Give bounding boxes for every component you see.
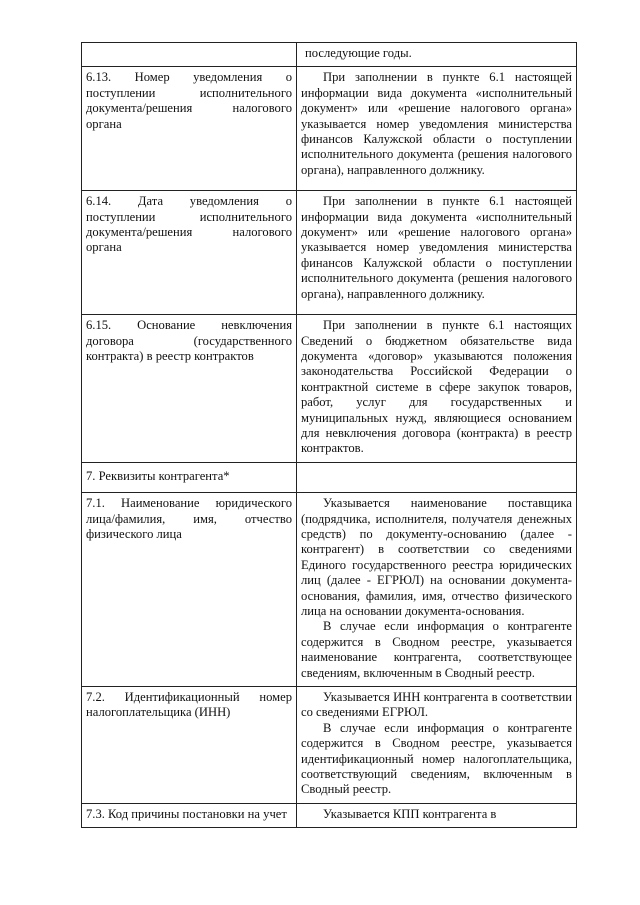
row-text-cell — [297, 191, 577, 315]
row-label-cell: 7.1. Наименование юридического лица/фамилия, имя, отчество физического лица — [82, 493, 297, 687]
row-text-cell — [297, 493, 577, 687]
row-label-cell: 6.13. Номер уведомления о поступлении исполнительного документа/решения налогового органа — [82, 67, 297, 191]
table-row — [82, 43, 577, 67]
paragraph: При заполнении в пункте 6.1 настоящей информации вида документа «исполнительный документ» или «решение налогового органа» указывается номер уведомления министерства финансов Калужской области о поступлении исполнительного документа (решения налогового органа), направленного должнику. — [301, 194, 572, 301]
row-label-cell: 7.2. Идентификационный номер налогоплательщика (ИНН) — [82, 687, 297, 804]
table-row — [82, 191, 577, 315]
table-row — [82, 67, 577, 191]
paragraph: При заполнении в пункте 6.1 настоящей информации вида документа «исполнительный документ» или «решение налогового органа» указывается номер уведомления министерства финансов Калужской области о поступлении исполнительного документа (решения налогового органа), направленного должнику. — [301, 70, 572, 177]
section-row — [82, 462, 577, 492]
table-row — [82, 493, 577, 687]
paragraph: В случае если информация о контрагенте содержится в Сводном реестре, указывается идентификационный номер налогоплательщика, соответствующий сведениям, включенным в Сводный реестр. — [301, 720, 572, 797]
paragraph: последующие годы. — [305, 46, 412, 60]
row-label-cell: 6.14. Дата уведомления о поступлении исполнительного документа/решения налогового органа — [82, 191, 297, 315]
section-empty-cell — [297, 462, 577, 492]
paragraph: Указывается КПП контрагента в — [323, 806, 497, 821]
row-label-cell: 7.3. Код причины постановки на учет — [82, 803, 297, 827]
row-text-cell — [297, 67, 577, 191]
row-text-cell — [297, 315, 577, 463]
paragraph: Указывается ИНН контрагента в соответствии со сведениями ЕГРЮЛ. — [301, 690, 572, 720]
table-row — [82, 803, 577, 827]
paragraph: При заполнении в пункте 6.1 настоящих Сведений о бюджетном обязательстве вида документа «договор» указываются положения законодательства Российской Федерации о контрактной системе в сфере закупок товаров, работ, услуг для государственных и муниципальных нужд, являющиеся основанием для невключения договора (контракта) в реестр контрактов. — [301, 318, 572, 456]
paragraph: Указывается наименование поставщика (подрядчика, исполнителя, получателя денежных средств) по документу-основанию (далее - контрагент) в соответствии со сведениями Единого государственного реестра юридических лиц (далее - ЕГРЮЛ) на основании документа-основания, фамилия, имя, отчество физического лица на основании документа-основания. — [301, 496, 572, 618]
table-row — [82, 687, 577, 804]
row-label-cell: 6.15. Основание невключения договора (государственного контракта) в реестр контрактов — [82, 315, 297, 463]
document-table — [81, 42, 577, 828]
table-row — [82, 315, 577, 463]
row-text-cell — [297, 687, 577, 804]
row-text-cell — [297, 803, 577, 827]
section-heading: 7. Реквизиты контрагента* — [82, 462, 297, 492]
row-text-cell — [297, 43, 577, 67]
row-label-cell — [82, 43, 297, 67]
paragraph: В случае если информация о контрагенте содержится в Сводном реестре, указывается наименование контрагента, соответствующее сведениям, включенным в Сводный реестр. — [301, 619, 572, 680]
